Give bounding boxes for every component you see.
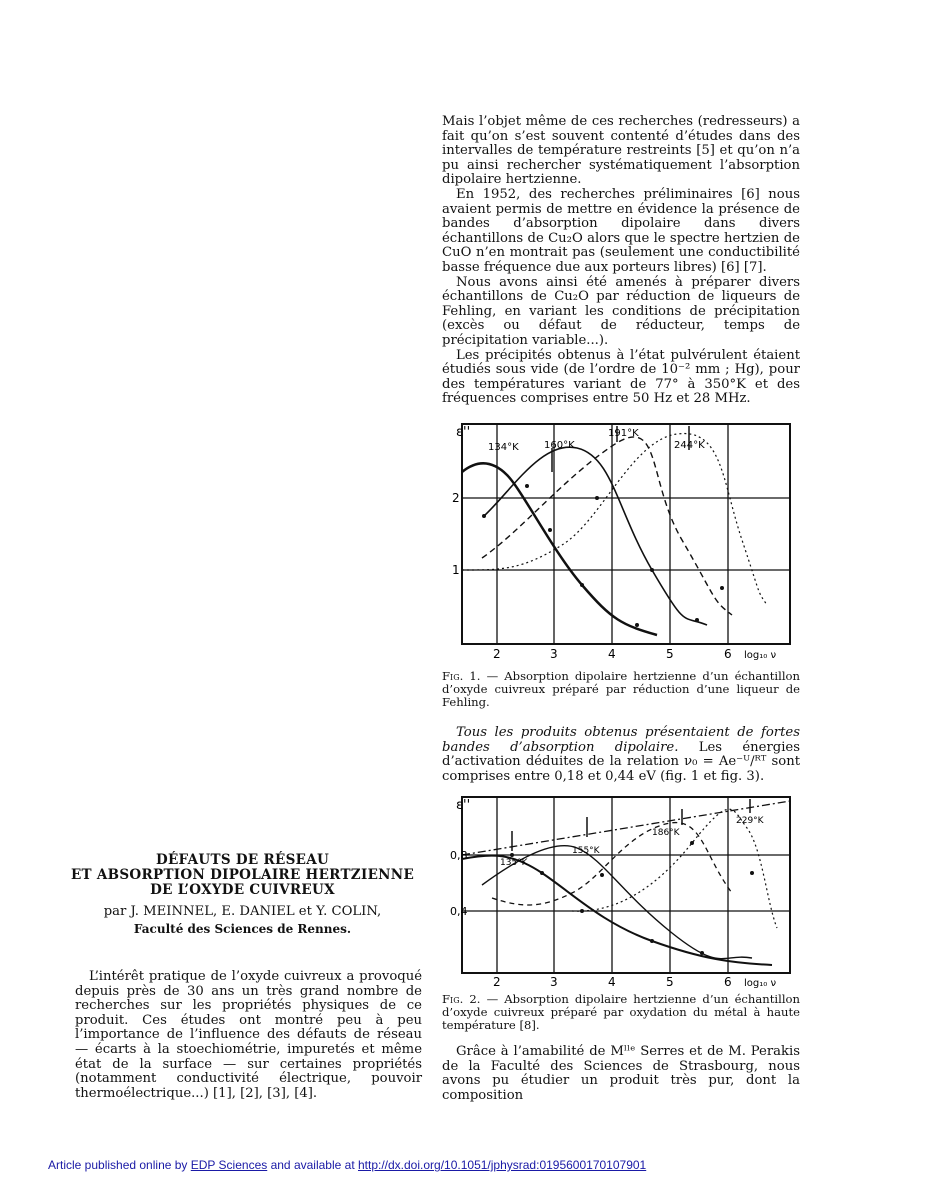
paragraph-grace: [442, 1045, 800, 1103]
title-line: ET ABSORPTION DIPOLAIRE HERTZIENNE: [70, 867, 415, 883]
fig2-xtick: 4: [608, 975, 616, 989]
fig2-annotation: 135°K: [500, 858, 528, 868]
right-column: [442, 115, 800, 407]
title-line: DÉFAUTS DE RÉSEAU: [155, 852, 330, 868]
footer-middle: and available at: [267, 1158, 358, 1172]
left-column: [75, 970, 422, 1101]
footer-prefix: Article published online by: [48, 1158, 191, 1172]
edp-sciences-link[interactable]: EDP Sciences: [190, 1158, 268, 1172]
title-line: DE L’OXYDE CUIVREUX: [150, 882, 335, 898]
fig2-annotation: 186°K: [652, 828, 680, 838]
doi-link[interactable]: http://dx.doi.org/10.1051/jphysrad:0195600170107901: [357, 1158, 647, 1172]
fig1-xtick: 4: [608, 647, 616, 661]
figure-2-caption: [442, 993, 800, 1032]
paragraph: En 1952, des recherches préliminaires [6] nous avaient permis de mettre en évidence la présence de bandes d’absorption dipolaire dans divers échantillons de Cu₂O alors que le spectre hertzien de CuO n’en montrait pas (seulement une conductibilité basse fréquence due aux porteurs libres) [6] [7].: [442, 186, 800, 275]
fig1-annotation: 160°K: [544, 440, 575, 451]
footer: [48, 1158, 646, 1172]
authors: par J. MEINNEL, E. DANIEL et Y. COLIN,: [103, 904, 382, 919]
fig2-ylabel: ε'': [456, 798, 471, 813]
figure-1-caption: [442, 670, 800, 709]
paragraph-tous: [442, 726, 800, 784]
fig1-xlabel: log₁₀ ν: [744, 650, 777, 661]
caption-label: Fig. 1.: [442, 669, 481, 683]
caption-label: Fig. 2.: [442, 992, 481, 1006]
fig1-xtick: 3: [550, 647, 558, 661]
fig1-annotation: 134°K: [488, 442, 519, 453]
fig2-ytick: 0,8: [450, 849, 468, 862]
fig1-ylabel: ε'': [456, 425, 471, 440]
figure-2-plot: [452, 793, 797, 993]
fig1-xtick: 6: [724, 647, 732, 661]
fig2-xtick: 2: [493, 975, 501, 989]
fig1-ytick: 2: [452, 491, 460, 505]
fig2-ytick: 0,4: [450, 905, 468, 918]
paragraph-rest: Les énergies d’activation déduites de la relation ν₀ = Ae⁻ᵁ/ᴿᵀ sont comprises entre 0,18 et 0,44 eV (fig. 1 et fig. 3).: [442, 739, 800, 784]
article-title-block: [70, 853, 415, 937]
paragraph: Grâce à l’amabilité de Mˡˡᵉ Serres et de M. Perakis de la Faculté des Sciences de Strasbourg, nous avons pu étudier un produit très pur, dont la composition: [442, 1044, 800, 1103]
caption-text: — Absorption dipolaire hertzienne d’un échantillon d’oxyde cuivreux préparé par oxydation du métal à haute température [8].: [442, 992, 800, 1032]
fig2-xtick: 5: [666, 975, 674, 989]
paragraph: Mais l’objet même de ces recherches (redresseurs) a fait qu’on s’est souvent contenté d’études dans des intervalles de température restreints [5] et qu’on n’a pu ainsi rechercher systématiquement l’absorption dipolaire hertzienne.: [442, 114, 800, 188]
fig1-xtick: 2: [493, 647, 501, 661]
fig2-xlabel: log₁₀ ν: [744, 978, 777, 989]
fig2-annotation: 229°K: [736, 816, 764, 826]
figure-2: [452, 793, 797, 993]
figure-1: [452, 420, 797, 665]
paragraph: L’intérêt pratique de l’oxyde cuivreux a provoqué depuis près de 30 ans un très grand nombre de recherches sur les propriétés physiques de ce produit. Ces études ont montré peu à peu l’importance de l’influence des défauts de réseau — écarts à la stoechiométrie, impuretés et même état de la surface — sur certaines propriétés (notamment conductivité électrique, pouvoir thermoélectrique...) [1], [2], [3], [4].: [75, 969, 422, 1101]
fig1-ytick: 1: [452, 563, 460, 577]
fig2-xtick: 3: [550, 975, 558, 989]
fig2-annotation: 155°K: [572, 846, 600, 856]
figure-1-plot: [452, 420, 797, 665]
caption-text: — Absorption dipolaire hertzienne d’un échantillon d’oxyde cuivreux préparé par réduction d’une liqueur de Fehling.: [442, 669, 800, 709]
fig1-annotation: 244°K: [674, 440, 705, 451]
fig1-annotation: 191°K: [608, 428, 639, 439]
paragraph: Nous avons ainsi été amenés à préparer divers échantillons de Cu₂O par réduction de liqueurs de Fehling, en variant les conditions de précipitation (excès ou défaut de réducteur, temps de précipitation variable...).: [442, 274, 800, 348]
italic-statement: Tous les produits obtenus présentaient de fortes bandes d’absorption dipolaire.: [442, 725, 800, 755]
paragraph: Les précipités obtenus à l’état pulvérulent étaient étudiés sous vide (de l’ordre de 10⁻² mm ; Hg), pour des températures variant de 77° à 350°K et des fréquences comprises entre 50 Hz et 28 MHz.: [442, 347, 800, 407]
fig2-xtick: 6: [724, 975, 732, 989]
affiliation: Faculté des Sciences de Rennes.: [133, 922, 352, 936]
fig1-xtick: 5: [666, 647, 674, 661]
